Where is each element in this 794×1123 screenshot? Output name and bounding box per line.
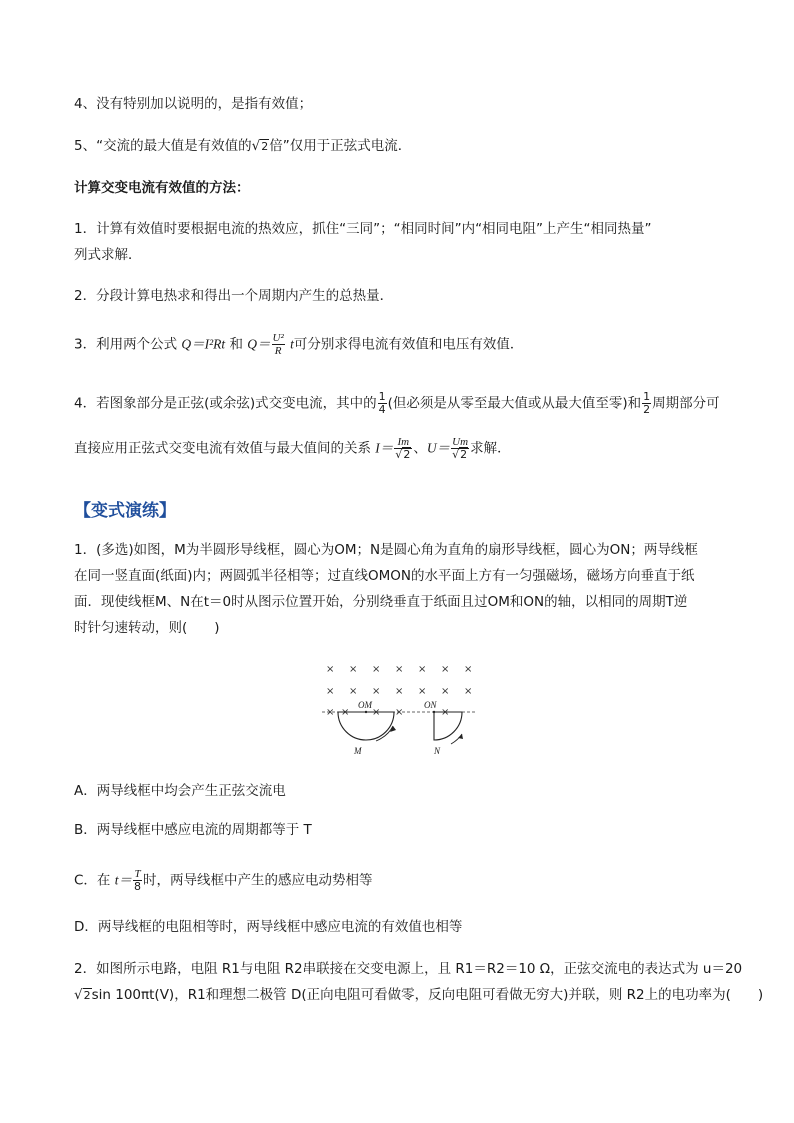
method-1-line-2: 列式求解． (74, 247, 142, 263)
label-n: N (434, 746, 441, 756)
fraction-half: $\frac{1}{2}$ (643, 390, 651, 416)
svg-text:×: × (395, 707, 404, 718)
svg-text:×: × (349, 664, 358, 675)
q1-line-2: 在同一竖直面(纸面)内；两圆弧半径相等；过直线OMON的水平面上方有一匀强磁场，磁场方向垂直于纸 (74, 568, 695, 584)
section-title: 【变式演练】 (74, 501, 176, 521)
svg-text:×: × (372, 686, 381, 697)
svg-text:×: × (441, 686, 450, 697)
svg-text:×: × (464, 664, 473, 675)
svg-text:×: × (418, 664, 427, 675)
q1-option-b: B．两导线框中感应电流的周期都等于 T (74, 822, 312, 838)
svg-text:×: × (418, 686, 427, 697)
svg-text:×: × (372, 664, 381, 675)
arrow-n (451, 734, 462, 744)
label-om: OM (358, 700, 372, 710)
sqrt-two: 2 (261, 140, 269, 153)
method-4-line-1: 4．若图象部分是正弦(或余弦)式交变电流，其中的 $\frac{1}{4}$ (但必须是从零至最大值或从最大值至零)和 $\frac{1}{2}$ 周期部分可 (74, 390, 720, 416)
label-on: ON (424, 700, 437, 710)
q2-line-2: √2sin 100πt(V)，R1和理想二极管 D(正向电阻可看做零，反向电阻可看做无穷大)并联，则 R2上的电功率为( ) (74, 987, 764, 1003)
fraction-t-over-8: $\frac{T}{8}$ (134, 868, 141, 893)
method-4-line-2: 直接应用正弦式交变电流有效值与最大值间的关系 I＝ $\frac{Im}{√2}$ 、U＝ $\frac{Um}{√2}$ 求解． (74, 436, 511, 461)
q1-option-a: A．两导线框中均会产生正弦交流电 (74, 783, 286, 799)
method-3: 3．利用两个公式 Q＝I²Rt 和 Q＝ $\frac{\text{U²}}{R}$ t可分别求得电流有效值和电压有效值． (74, 332, 524, 357)
svg-text:×: × (441, 707, 450, 718)
method-1-line-1: 1．计算有效值时要根据电流的热效应，抓住“三同”；“相同时间”内“相同电阻”上产生“相同热量” (74, 221, 652, 237)
note-5: 5、“交流的最大值是有效值的√2倍”仅用于正弦式电流． (74, 138, 412, 154)
note-4: 4、没有特别加以说明的，是指有效值； (74, 96, 313, 112)
fraction-u2-over-r: $\frac{\text{U²}}{R}$ (272, 332, 284, 357)
q1-option-d: D．两导线框的电阻相等时，两导线框中感应电流的有效值也相等 (74, 919, 463, 935)
magnetic-field-figure (318, 656, 478, 760)
q1-line-4: 时针匀速转动，则( ) (74, 620, 220, 636)
q1-line-1: 1．(多选)如图，M为半圆形导线框，圆心为OM；N是圆心角为直角的扇形导线框，圆心为ON；两导线框 (74, 542, 698, 558)
svg-text:×: × (441, 664, 450, 675)
svg-text:×: × (326, 664, 335, 675)
svg-text:×: × (395, 686, 404, 697)
svg-text:×: × (326, 686, 335, 697)
svg-text:×: × (372, 707, 381, 718)
fraction-um-over-sqrt2: $\frac{Um}{√2}$ (452, 436, 469, 461)
svg-text:×: × (349, 686, 358, 697)
q1-line-3: 面．现使线框M、N在t＝0时从图示位置开始，分别绕垂直于纸面且过OM和ON的轴，以相同的周期T逆 (74, 594, 688, 610)
formula-q1: Q＝I²Rt (181, 336, 226, 352)
q2-line-1: 2．如图所示电路，电阻 R1与电阻 R2串联接在交变电源上，且 R1＝R2＝10 Ω，正弦交流电的表达式为 u＝20 (74, 961, 743, 977)
fraction-quarter: $\frac{1}{4}$ (378, 390, 386, 416)
svg-text:×: × (464, 686, 473, 697)
svg-text:×: × (326, 707, 335, 718)
q1-option-c: C．在 t＝ $\frac{T}{8}$ 时，两导线框中产生的感应电动势相等 (74, 868, 373, 893)
svg-text:×: × (395, 664, 404, 675)
field-crosses (326, 664, 472, 718)
label-m: M (354, 746, 362, 756)
fraction-im-over-sqrt2: $\frac{Im}{√2}$ (395, 436, 411, 461)
methods-heading: 计算交变电流有效值的方法： (74, 180, 250, 196)
svg-text:×: × (341, 707, 350, 718)
method-2: 2．分段计算电热求和得出一个周期内产生的总热量． (74, 288, 394, 304)
